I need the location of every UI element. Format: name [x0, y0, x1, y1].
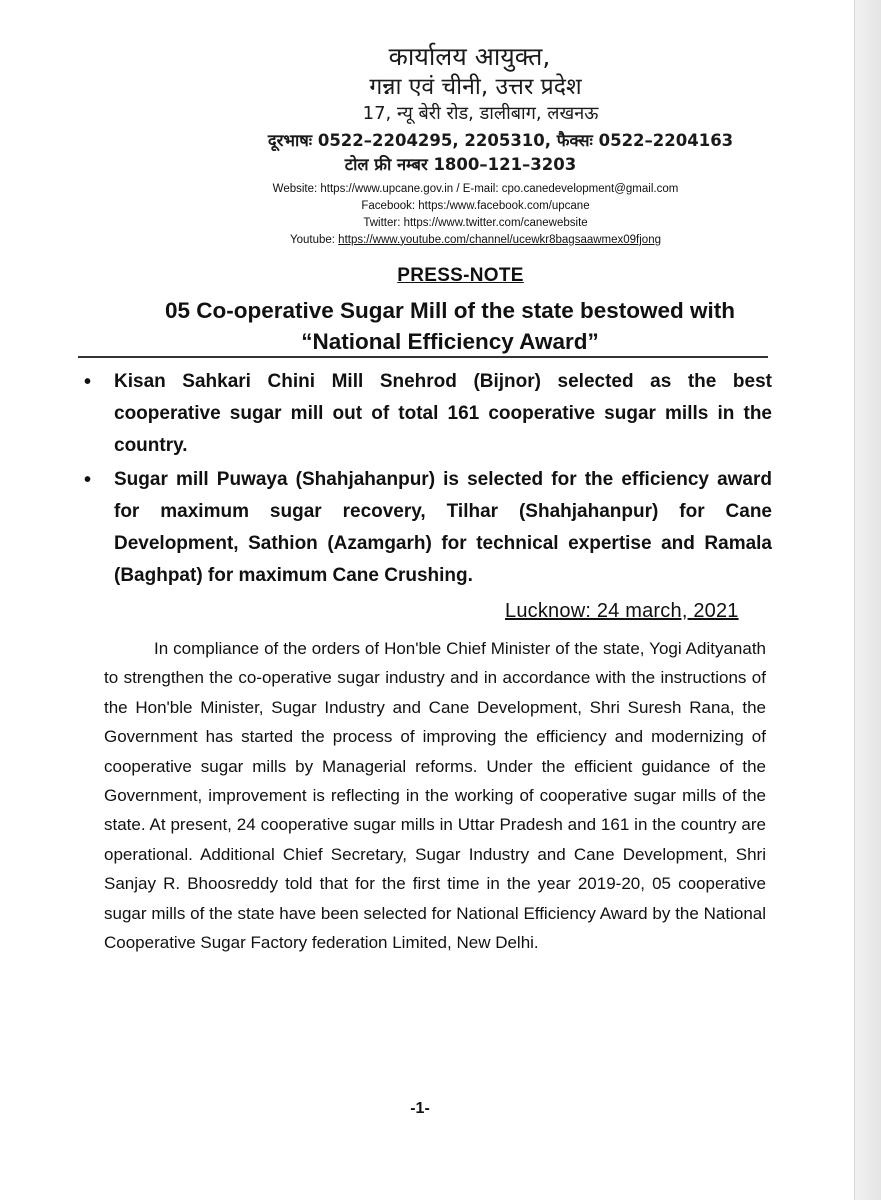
- headline-line-2: “National Efficiency Award”: [301, 329, 599, 354]
- dateline: Lucknow: 24 march, 2021: [505, 600, 739, 622]
- bullet-icon: •: [84, 371, 92, 393]
- office-title: कार्यालय आयुक्त,: [388, 42, 551, 71]
- department-title: गन्ना एवं चीनी, उत्तर प्रदेश: [369, 73, 582, 100]
- bullet-text: Sugar mill Puwaya (Shahjahanpur) is selected for the efficiency award for maximum sugar recovery, Tilhar (Shahjahanpur) for Cane Development, Sathion (Azamgarh) for technical expertise and Ramala (Baghpat) for maximum Cane Crushing.: [114, 469, 772, 586]
- page-number: -1-: [410, 1100, 430, 1117]
- bullet-icon: •: [84, 469, 92, 491]
- youtube-label: Youtube:: [289, 233, 339, 246]
- list-item: [82, 464, 772, 592]
- letterhead: [0, 42, 881, 249]
- twitter-link: Twitter: https://www.twitter.com/canewebsite: [363, 216, 588, 229]
- highlights-list: [82, 366, 772, 594]
- facebook-link: Facebook: https:/www.facebook.com/upcane: [361, 199, 590, 212]
- press-note-headline: [90, 295, 810, 357]
- headline-divider: [78, 356, 768, 358]
- bullet-text: Kisan Sahkari Chini Mill Snehrod (Bijnor) selected as the best cooperative sugar mill out of total 161 cooperative sugar mills in the country.: [114, 371, 772, 456]
- phone-fax: दूरभाषः 0522–2204295, 2205310, फैक्सः 0522–2204163: [267, 130, 734, 150]
- youtube-link: https://www.youtube.com/channel/ucewkr8bagsaawmex09fjong: [338, 233, 661, 246]
- body-paragraph: In compliance of the orders of Hon'ble Chief Minister of the state, Yogi Adityanath to strengthen the co-operative sugar industry and in accordance with the instructions of the Hon'ble Minister, Sugar Industry and Cane Development, Shri Suresh Rana, the Government has started the process of improving the efficiency and modernizing of cooperative sugar mills by Managerial reforms. Under the efficient guidance of the Government, improvement is reflecting in the working of cooperative sugar mills of the state. At present, 24 cooperative sugar mills in Uttar Pradesh and 161 in the country are operational. Additional Chief Secretary, Sugar Industry and Cane Development, Shri Sanjay R. Bhoosreddy told that for the first time in the year 2019-20, 05 cooperative sugar mills of the state have been selected for National Efficiency Award by the National Cooperative Sugar Factory federation Limited, New Delhi.: [104, 639, 766, 953]
- press-note-label: PRESS-NOTE: [397, 265, 524, 286]
- office-address: 17, न्यू बेरी रोड, डालीबाग, लखनऊ: [362, 102, 599, 124]
- tollfree-number: टोल फ्री नम्बर 1800–121–3203: [344, 154, 577, 174]
- youtube-line: [70, 232, 881, 249]
- headline-line-1: 05 Co-operative Sugar Mill of the state bestowed with: [164, 298, 736, 323]
- website-email: Website: https://www.upcane.gov.in / E-mail: cpo.canedevelopment@gmail.com: [272, 182, 679, 195]
- list-item: [82, 366, 772, 462]
